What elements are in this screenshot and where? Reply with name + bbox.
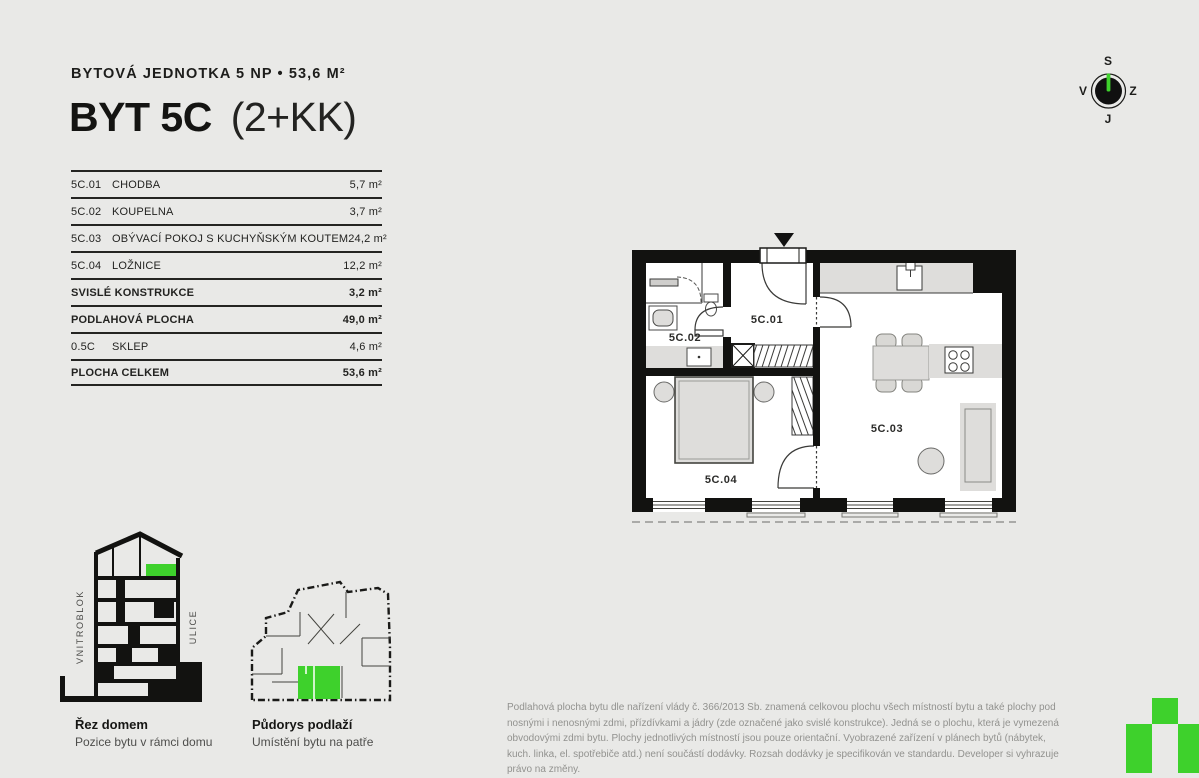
room-label-living: 5C.03 bbox=[870, 423, 904, 435]
entrance-arrow-icon bbox=[774, 233, 794, 247]
room-name: OBÝVACÍ POKOJ S KUCHYŇSKÝM KOUTEM bbox=[112, 232, 349, 245]
table-row-cellar bbox=[71, 332, 382, 359]
closet-hatched bbox=[754, 345, 813, 367]
room-area: 3,7 m² bbox=[349, 205, 382, 218]
room-label-hall: 5C.01 bbox=[750, 314, 784, 326]
window-icon bbox=[940, 498, 997, 517]
shower-fixture-icon bbox=[650, 279, 678, 286]
page-title bbox=[69, 94, 356, 141]
table-row-total-area bbox=[71, 359, 382, 386]
toilet-icon bbox=[704, 294, 718, 302]
room-label-bathroom: 5C.02 bbox=[668, 332, 702, 344]
room-code: 5C.02 bbox=[71, 205, 102, 218]
wardrobe-hatched bbox=[792, 377, 813, 435]
compass-west-label: V bbox=[1078, 84, 1087, 98]
room-code: 5C.01 bbox=[71, 178, 102, 191]
compass-east-label: Z bbox=[1129, 84, 1137, 98]
floor-caption-subtitle: Umístění bytu na patře bbox=[252, 735, 374, 749]
highlighted-unit-section bbox=[146, 564, 176, 576]
room-name: PLOCHA CELKEM bbox=[71, 366, 170, 379]
unit-subtitle: BYTOVÁ JEDNOTKA 5 NP • 53,6 M² bbox=[71, 66, 346, 82]
unit-name: BYT 5C bbox=[69, 94, 212, 140]
room-area: 5,7 m² bbox=[349, 178, 382, 191]
room-name: KOUPELNA bbox=[112, 205, 174, 218]
logo-right-bar bbox=[1178, 724, 1199, 773]
room-area-table bbox=[71, 170, 387, 386]
washbasin-icon bbox=[653, 310, 673, 326]
room-code: 5C.04 bbox=[71, 259, 102, 272]
room-area: 12,2 m² bbox=[343, 259, 382, 272]
room-area: 4,6 m² bbox=[349, 340, 382, 353]
coffee-table-icon bbox=[918, 448, 944, 474]
room-area: 53,6 m² bbox=[342, 366, 382, 379]
logo-square bbox=[1152, 698, 1178, 724]
nightstand-icon bbox=[754, 382, 774, 402]
nightstand-icon bbox=[654, 382, 674, 402]
window-icon bbox=[747, 498, 805, 517]
room-label-bedroom: 5C.04 bbox=[704, 474, 738, 486]
compass-icon bbox=[1090, 72, 1127, 110]
floor-layout-diagram bbox=[242, 578, 394, 708]
room-code: 0.5C bbox=[71, 340, 96, 353]
highlighted-unit-plan bbox=[298, 666, 340, 699]
room-code: 5C.03 bbox=[71, 232, 102, 245]
kitchen-counter bbox=[820, 260, 973, 293]
window-icon bbox=[648, 498, 710, 517]
room-area: 24,2 m² bbox=[348, 232, 387, 245]
bed-icon bbox=[675, 377, 753, 463]
hall-storage bbox=[732, 344, 813, 367]
table-row bbox=[71, 197, 382, 224]
room-name: SVISLÉ KONSTRUKCE bbox=[71, 286, 195, 299]
section-caption-title: Řez domem bbox=[75, 717, 148, 732]
section-label-street: ULICE bbox=[188, 609, 198, 645]
unit-layout-type: (2+KK) bbox=[230, 94, 357, 140]
table-row bbox=[71, 224, 387, 251]
section-label-courtyard: VNITROBLOK bbox=[75, 590, 85, 665]
table-row bbox=[71, 251, 382, 278]
compass-south-label: J bbox=[1104, 112, 1112, 126]
logo-left-bar bbox=[1126, 724, 1152, 773]
floorplan-drawing bbox=[630, 246, 1020, 524]
table-row bbox=[71, 170, 382, 197]
room-name: CHODBA bbox=[112, 178, 161, 191]
compass-north-label: S bbox=[1103, 54, 1112, 68]
floor-caption-title: Půdorys podlaží bbox=[252, 717, 353, 732]
table-row-floor-area bbox=[71, 305, 382, 332]
room-area: 3,2 m² bbox=[349, 286, 382, 299]
entrance-threshold bbox=[760, 248, 806, 263]
dining-table-icon bbox=[873, 346, 929, 380]
window-icon bbox=[842, 498, 898, 517]
legal-disclaimer: Podlahová plocha bytu dle nařízení vlády č. 366/2013 Sb. znamená celkovou plochu všech místností bytu a také plochy pod nosnými i nenosnými zdmi, přízdívkami a jádry (zde označené jako svislé konstrukce). Jedná se o plochu, která je vymezená obvodovými zdmi bytu. Plochy jednotlivých místností jsou pouze orientační. Vyobrazené zařízení v plánech bytů (nábytek, kuch. linka, el. spotřebiče atd.) není součástí dodávky. Rozsah dodávky je specifikován ve standardu. Developer si vyhrazuje právo na změny. bbox=[507, 702, 1059, 775]
room-name: PODLAHOVÁ PLOCHA bbox=[71, 313, 194, 326]
table-row-vertical-structures bbox=[71, 278, 382, 305]
room-name: SKLEP bbox=[112, 340, 149, 353]
room-area: 49,0 m² bbox=[342, 313, 382, 326]
section-caption-subtitle: Pozice bytu v rámci domu bbox=[75, 735, 213, 749]
room-name: LOŽNICE bbox=[112, 259, 162, 272]
